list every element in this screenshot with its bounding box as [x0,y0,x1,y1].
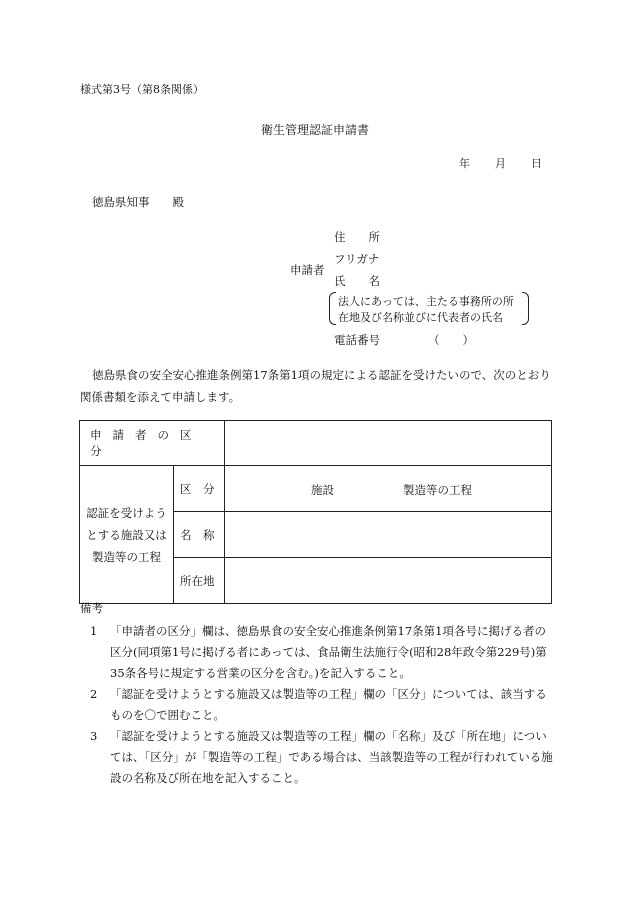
form-number: 様式第3号（第8条関係） [80,83,204,96]
name-cell-label: 名 称 [174,512,225,558]
remark-item [90,684,554,726]
table-row [80,466,552,512]
table-row [80,421,552,466]
facility-label-line-1: 認証を受けよう [86,505,167,520]
applicant-label: 申請者 [290,263,325,277]
location-cell-label: 所在地 [174,558,225,604]
right-bracket [522,292,529,325]
remark-number: 1 [90,624,98,638]
category-option-facility[interactable]: 施設 [311,483,334,497]
corporation-note-line-1: 法人にあっては、主たる事務所の所 [338,295,514,308]
applicant-category-label: 申請者の区分 [80,421,225,466]
intro-paragraph [80,364,555,408]
location-value[interactable] [225,558,552,604]
category-option-process[interactable]: 製造等の工程 [403,483,472,497]
remark-text: 「認証を受けようとする施設又は製造等の工程」欄の「区分」については、該当するものを〇で囲むこと。 [110,687,547,722]
applicant-category-value[interactable] [225,421,552,466]
document-title: 衛生管理認証申請書 [260,123,369,137]
remark-item [90,621,554,684]
address-label: 住 所 [334,230,380,244]
left-bracket [329,292,336,325]
phone-label: 電話番号 [334,333,380,347]
corporation-note-line-2: 在地及び名称並びに代表者の氏名 [338,311,503,324]
facility-label [80,466,174,604]
remark-number: 3 [90,729,98,743]
date-month-label: 月 [495,157,506,170]
name-value[interactable] [225,512,552,558]
facility-label-line-3: 製造等の工程 [92,549,161,564]
phone-parens: （ ） [428,333,474,347]
application-table [79,420,552,604]
intro-text: 徳島県食の安全安心推進条例第17条第1項の規定による認証を受けたいので、次のとおり関係書類を添えて申請します。 [80,368,551,404]
category-value[interactable] [225,466,552,512]
category-label: 区 分 [174,466,225,512]
remark-text: 「申請者の区分」欄は、徳島県食の安全安心推進条例第17条第1項各号に掲げる者の区分(同項第1号に掲げる者にあっては、食品衛生法施行令(昭和28年政令第229号)第35条各号に規定する営業の区分を含む。)を記入すること。 [110,624,547,680]
remarks-heading: 備考 [80,601,103,615]
remark-text: 「認証を受けようとする施設又は製造等の工程」欄の「名称」及び「所在地」については、「区分」が「製造等の工程」である場合は、当該製造等の工程が行われている施設の名称及び所在地を記入すること。 [110,729,553,785]
date-day-label: 日 [531,157,542,170]
furigana-label: フリガナ [334,252,380,266]
addressee: 徳島県知事 殿 [92,195,184,209]
facility-label-line-2: とする施設又は [86,527,167,542]
date-year-label: 年 [459,157,470,170]
remark-item [90,726,554,789]
corporation-note [329,292,529,325]
remark-number: 2 [90,687,98,701]
name-label: 氏 名 [334,274,380,288]
